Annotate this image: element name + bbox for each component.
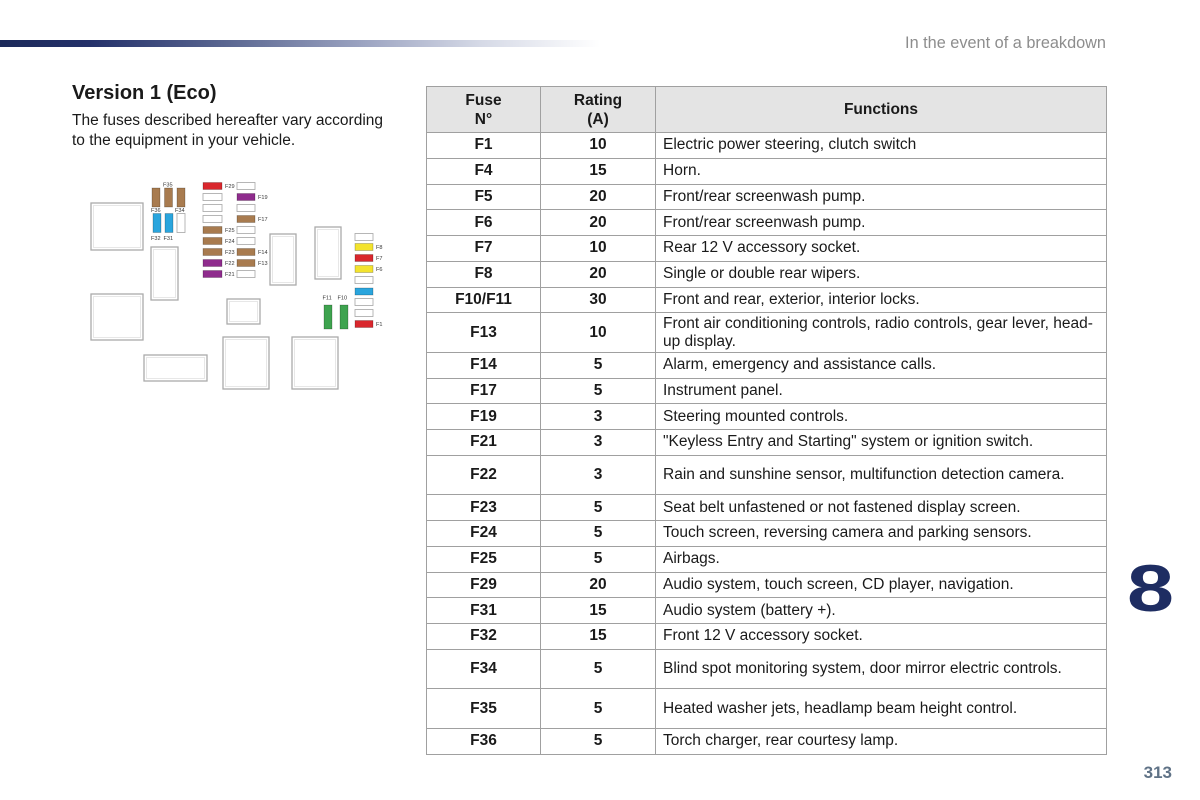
cell-rating: 5	[541, 378, 656, 404]
column-header-rating-line1: Rating	[573, 91, 623, 109]
cell-function: Audio system (battery +).	[656, 598, 1107, 624]
fuse-column-b	[237, 183, 268, 278]
table-row	[427, 184, 1107, 210]
fuse-label-f7: F7	[376, 256, 383, 262]
relay-housing	[223, 337, 269, 389]
fuse-slot-empty	[237, 227, 255, 234]
table-row	[427, 352, 1107, 378]
fuse-blue	[355, 288, 373, 295]
column-header-rating-line2: (A)	[587, 110, 609, 128]
cell-fuse-number: F36	[427, 728, 541, 754]
cell-rating: 3	[541, 404, 656, 430]
fuse-label-f23: F23	[225, 250, 235, 256]
fuse-f17	[237, 216, 255, 223]
cell-rating: 5	[541, 352, 656, 378]
fuse-f13	[237, 260, 255, 267]
fuse-label-f13: F13	[258, 261, 268, 267]
table-row	[427, 572, 1107, 598]
maxi-fuses	[323, 296, 349, 330]
cell-rating: 5	[541, 495, 656, 521]
cell-rating: 15	[541, 598, 656, 624]
vertical-fuse-cluster	[151, 183, 185, 243]
cell-fuse-number: F19	[427, 404, 541, 430]
cell-rating: 15	[541, 158, 656, 184]
relay-housing	[227, 299, 260, 324]
fuse-f23	[203, 249, 222, 256]
cell-fuse-number: F17	[427, 378, 541, 404]
cell-rating: 20	[541, 572, 656, 598]
cell-fuse-number: F25	[427, 546, 541, 572]
fuse-slot-empty	[355, 299, 373, 306]
table-row	[427, 261, 1107, 287]
fuse-label-f31: F31	[163, 236, 174, 242]
fuse-slot-empty	[203, 194, 222, 201]
table-header-row	[427, 87, 1107, 133]
fuse-f10	[340, 305, 348, 329]
table-row	[427, 404, 1107, 430]
fuse-label-f19: F19	[258, 195, 268, 201]
fuse-table-head	[427, 87, 1107, 133]
table-row	[427, 236, 1107, 262]
fuse-brown	[152, 188, 160, 207]
cell-function: Rain and sunshine sensor, multifunction detection camera.	[656, 455, 1107, 495]
fuse-f7	[355, 255, 373, 262]
cell-rating: 5	[541, 521, 656, 547]
fuse-label-f34: F34	[175, 208, 185, 214]
fuse-slot-empty	[237, 183, 255, 190]
intro-text: The fuses described hereafter vary according to the equipment in your vehicle.	[72, 112, 384, 149]
cell-function: Front 12 V accessory socket.	[656, 624, 1107, 650]
cell-rating: 20	[541, 210, 656, 236]
cell-fuse-number: F10/F11	[427, 287, 541, 313]
relay-housing	[292, 337, 338, 389]
fuse-label-f6: F6	[376, 267, 383, 273]
table-row	[427, 287, 1107, 313]
fuse-slot-empty	[177, 214, 185, 233]
cell-function: Electric power steering, clutch switch	[656, 133, 1107, 159]
cell-fuse-number: F35	[427, 689, 541, 729]
fuse-blue	[153, 214, 161, 233]
fuse-slot-empty	[355, 310, 373, 317]
fuse-label-f1: F1	[376, 322, 383, 328]
cell-rating: 10	[541, 236, 656, 262]
fuse-blue	[165, 214, 173, 233]
cell-fuse-number: F7	[427, 236, 541, 262]
fuse-column-a	[203, 183, 235, 279]
cell-function: Audio system, touch screen, CD player, navigation.	[656, 572, 1107, 598]
cell-fuse-number: F6	[427, 210, 541, 236]
cell-function: Blind spot monitoring system, door mirror electric controls.	[656, 649, 1107, 689]
fuse-label-f24: F24	[225, 239, 235, 245]
cell-rating: 10	[541, 313, 656, 353]
cell-function: Steering mounted controls.	[656, 404, 1107, 430]
table-row	[427, 313, 1107, 353]
cell-fuse-number: F1	[427, 133, 541, 159]
fuse-label-f11: F11	[322, 295, 332, 302]
fuse-label-f29: F29	[225, 184, 235, 190]
cell-rating: 3	[541, 430, 656, 456]
fuse-f22	[203, 260, 222, 267]
table-row	[427, 378, 1107, 404]
table-row	[427, 649, 1107, 689]
relay-housing	[315, 227, 341, 279]
fuse-table	[426, 86, 1107, 755]
cell-function: Horn.	[656, 158, 1107, 184]
fuse-label-f35: F35	[163, 182, 173, 189]
cell-fuse-number: F29	[427, 572, 541, 598]
cell-fuse-number: F21	[427, 430, 541, 456]
fuse-label-f17: F17	[258, 217, 268, 223]
cell-function: Seat belt unfastened or not fastened display screen.	[656, 495, 1107, 521]
cell-rating: 5	[541, 546, 656, 572]
cell-function: Torch charger, rear courtesy lamp.	[656, 728, 1107, 754]
fuse-label-f8: F8	[376, 245, 383, 251]
cell-fuse-number: F34	[427, 649, 541, 689]
fuse-brown	[177, 188, 185, 207]
relay-housing	[151, 247, 178, 300]
cell-rating: 30	[541, 287, 656, 313]
fuse-table-body	[427, 133, 1107, 755]
fuse-label-f25: F25	[225, 228, 235, 234]
cell-function: Front and rear, exterior, interior locks.	[656, 287, 1107, 313]
fuse-f19	[237, 194, 255, 201]
cell-function: Rear 12 V accessory socket.	[656, 236, 1107, 262]
fuse-f21	[203, 271, 222, 278]
fuse-f14	[237, 249, 255, 256]
column-header-fuse-line2: N°	[474, 110, 493, 128]
fuse-f1	[355, 321, 373, 328]
cell-rating: 20	[541, 261, 656, 287]
cell-rating: 5	[541, 649, 656, 689]
cell-rating: 5	[541, 689, 656, 729]
cell-function: Single or double rear wipers.	[656, 261, 1107, 287]
cell-rating: 10	[541, 133, 656, 159]
fuse-f29	[203, 183, 222, 190]
column-header-fuse	[427, 87, 541, 133]
fuse-f6	[355, 266, 373, 273]
fuse-label-f21: F21	[225, 272, 235, 278]
fuse-f24	[203, 238, 222, 245]
fuse-label-f36: F36	[151, 208, 161, 214]
fuse-f8	[355, 244, 373, 251]
table-row	[427, 210, 1107, 236]
cell-fuse-number: F31	[427, 598, 541, 624]
header-rule	[0, 40, 600, 47]
cell-fuse-number: F32	[427, 624, 541, 650]
table-row	[427, 455, 1107, 495]
fuse-box-diagram	[85, 175, 395, 395]
cell-rating: 5	[541, 728, 656, 754]
cell-function: Front air conditioning controls, radio controls, gear lever, head-up display.	[656, 313, 1107, 353]
cell-fuse-number: F8	[427, 261, 541, 287]
fuse-label-f32: F32	[151, 236, 161, 242]
cell-rating: 20	[541, 184, 656, 210]
fuse-slot-empty	[237, 205, 255, 212]
cell-fuse-number: F23	[427, 495, 541, 521]
cell-fuse-number: F24	[427, 521, 541, 547]
table-row	[427, 624, 1107, 650]
fuse-brown	[165, 188, 173, 207]
relay-housing	[270, 234, 296, 285]
cell-function: Front/rear screenwash pump.	[656, 184, 1107, 210]
column-header-rating	[541, 87, 656, 133]
fuse-label-f22: F22	[225, 261, 235, 267]
fuse-column-c	[355, 234, 383, 329]
page-number: 313	[1143, 763, 1172, 782]
relay-housing	[91, 203, 143, 250]
table-row	[427, 728, 1107, 754]
table-row	[427, 133, 1107, 159]
cell-fuse-number: F4	[427, 158, 541, 184]
cell-function: Heated washer jets, headlamp beam height control.	[656, 689, 1107, 729]
table-row	[427, 598, 1107, 624]
fuse-f25	[203, 227, 222, 234]
cell-fuse-number: F22	[427, 455, 541, 495]
table-row	[427, 430, 1107, 456]
cell-fuse-number: F5	[427, 184, 541, 210]
chapter-number: 8	[1127, 551, 1174, 625]
section-title: In the event of a breakdown	[905, 34, 1106, 52]
fuse-slot-empty	[355, 234, 373, 241]
fuse-label-f14: F14	[258, 250, 268, 256]
column-header-fuse-line1: Fuse	[465, 91, 502, 109]
relay-housing	[144, 355, 207, 381]
table-row	[427, 689, 1107, 729]
fuse-slot-empty	[203, 216, 222, 223]
fuse-slot-empty	[355, 277, 373, 284]
fuse-slot-empty	[237, 271, 255, 278]
cell-fuse-number: F14	[427, 352, 541, 378]
cell-function: "Keyless Entry and Starting" system or ignition switch.	[656, 430, 1107, 456]
cell-rating: 3	[541, 455, 656, 495]
cell-function: Alarm, emergency and assistance calls.	[656, 352, 1107, 378]
fuse-label-f10: F10	[337, 295, 348, 302]
cell-function: Front/rear screenwash pump.	[656, 210, 1107, 236]
table-row	[427, 521, 1107, 547]
fuse-f11	[324, 305, 332, 329]
cell-function: Touch screen, reversing camera and parking sensors.	[656, 521, 1107, 547]
cell-function: Airbags.	[656, 546, 1107, 572]
version-heading: Version 1 (Eco)	[72, 82, 217, 104]
cell-fuse-number: F13	[427, 313, 541, 353]
column-header-functions: Functions	[656, 87, 1107, 133]
table-row	[427, 495, 1107, 521]
table-row	[427, 158, 1107, 184]
cell-function: Instrument panel.	[656, 378, 1107, 404]
fuse-slot-empty	[203, 205, 222, 212]
relay-housing	[91, 294, 143, 340]
fuse-slot-empty	[237, 238, 255, 245]
table-row	[427, 546, 1107, 572]
cell-rating: 15	[541, 624, 656, 650]
